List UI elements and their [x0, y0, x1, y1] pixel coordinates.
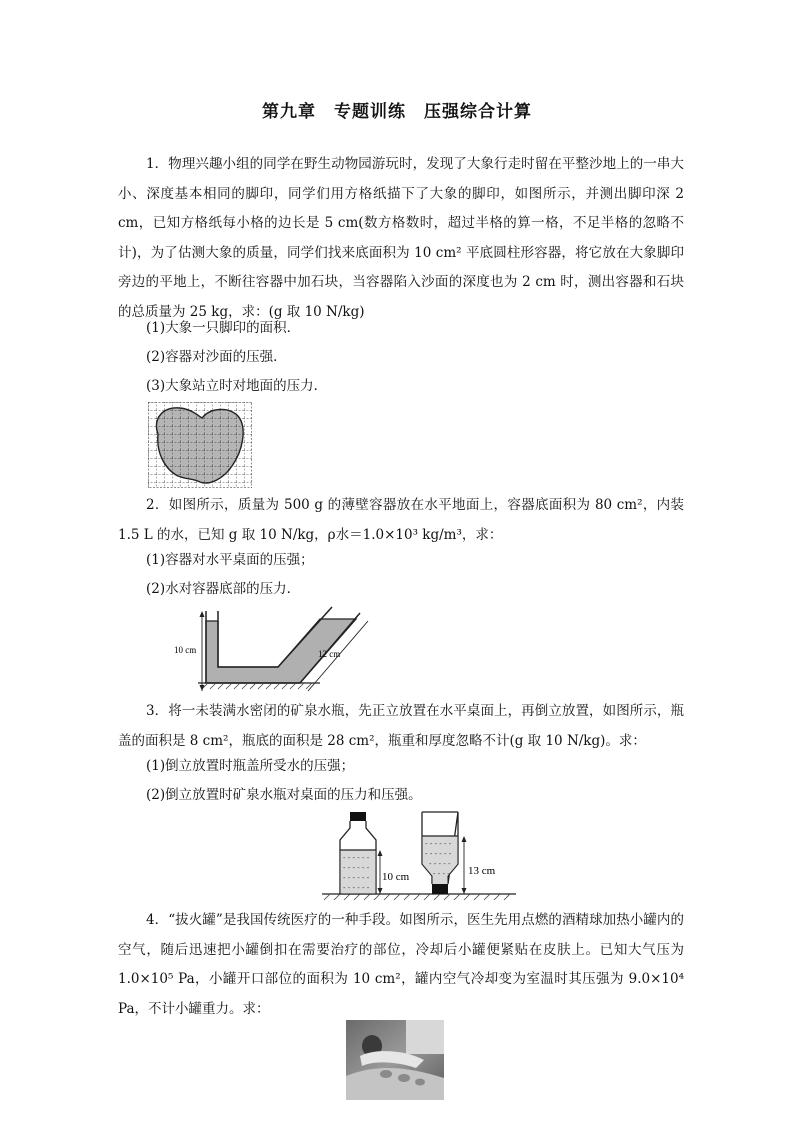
elephant-footprint-figure [148, 402, 252, 488]
height-dimension-label: 10 cm [174, 645, 197, 655]
question-1-item-1: (1)大象一只脚印的面积． [146, 320, 301, 336]
cupping-therapy-photo [346, 1020, 444, 1100]
question-1-item-2: (2)容器对沙面的压强． [146, 349, 287, 365]
container-figure [170, 605, 370, 693]
svg-text:- - - - - -: - - - - - - [343, 854, 370, 862]
svg-text:- - - - - -: - - - - - - [343, 884, 370, 892]
question-1-item-3: (3)大象站立时对地面的压力． [146, 378, 328, 394]
svg-text:- - - -: - - - - [433, 870, 450, 878]
upright-height-label: 10 cm [382, 871, 410, 883]
inverted-height-label: 13 cm [468, 865, 496, 877]
question-2-text: 2．如图所示，质量为 500 g 的薄壁容器放在水平地面上，容器底面积为 80 cm²，内装 1.5 L 的水，已知 g 取 10 N/kg，ρ水＝1.0×10³ kg/m³，求： [118, 497, 684, 543]
svg-text:- - - - - -: - - - - - - [343, 864, 370, 872]
svg-text:- - - - -: - - - - - [429, 860, 451, 868]
question-3-text: 3．将一未装满水密闭的矿泉水瓶，先正立放置在水平桌面上，再倒立放置，如图所示，瓶盖的面积是 8 cm²，瓶底的面积是 28 cm²，瓶重和厚度忽略不计(g 取 10 N/kg)。求： [118, 703, 684, 749]
question-3-item-1: (1)倒立放置时瓶盖所受水的压强； [146, 758, 355, 774]
svg-text:- - - - - -: - - - - - - [425, 850, 452, 858]
question-3-item-2: (2)倒立放置时矿泉水瓶对桌面的压力和压强。 [146, 787, 422, 803]
question-1-text: 1．物理兴趣小组的同学在野生动物园游玩时，发现了大象行走时留在平整沙地上的一串大小、深度基本相同的脚印，同学们用方格纸描下了大象的脚印，如图所示，并测出脚印深 2 cm，已知方格纸每小格的边长是 5 cm(数方格数时，超过半格的算一格，不足半格的忽略不计)，为了估测大象的质量，同学们找来底面积为 10 cm² 平底圆柱形容器，将它放在大象脚印旁边的平地上，不断往容器中加石块，当容器陷入沙面的深度也为 2 cm 时，测出容器和石块的总质量为 25 kg，求：(g 取 10 N/kg) [118, 156, 684, 320]
slant-dimension-label: 12 cm [318, 649, 341, 659]
question-4-text: 4．“拔火罐”是我国传统医疗的一种手段。如图所示，医生先用点燃的酒精球加热小罐内的空气，随后迅速把小罐倒扣在需要治疗的部位，冷却后小罐便紧贴在皮肤上。已知大气压为 1.0×10⁵ Pa，小罐开口部位的面积为 10 cm²，罐内空气冷却变为室温时其压强为 9.0×10⁴ Pa，不计小罐重力。求： [118, 912, 698, 1017]
svg-text:- - - - - -: - - - - - - [343, 874, 370, 882]
question-2-item-1: (1)容器对水平桌面的压强； [146, 552, 314, 568]
question-2-item-2: (2)水对容器底部的压力． [146, 581, 301, 597]
page-title: 第九章 专题训练 压强综合计算 [262, 102, 532, 122]
svg-text:- - - - - -: - - - - - - [425, 840, 452, 848]
water-bottle-figure [320, 810, 518, 900]
